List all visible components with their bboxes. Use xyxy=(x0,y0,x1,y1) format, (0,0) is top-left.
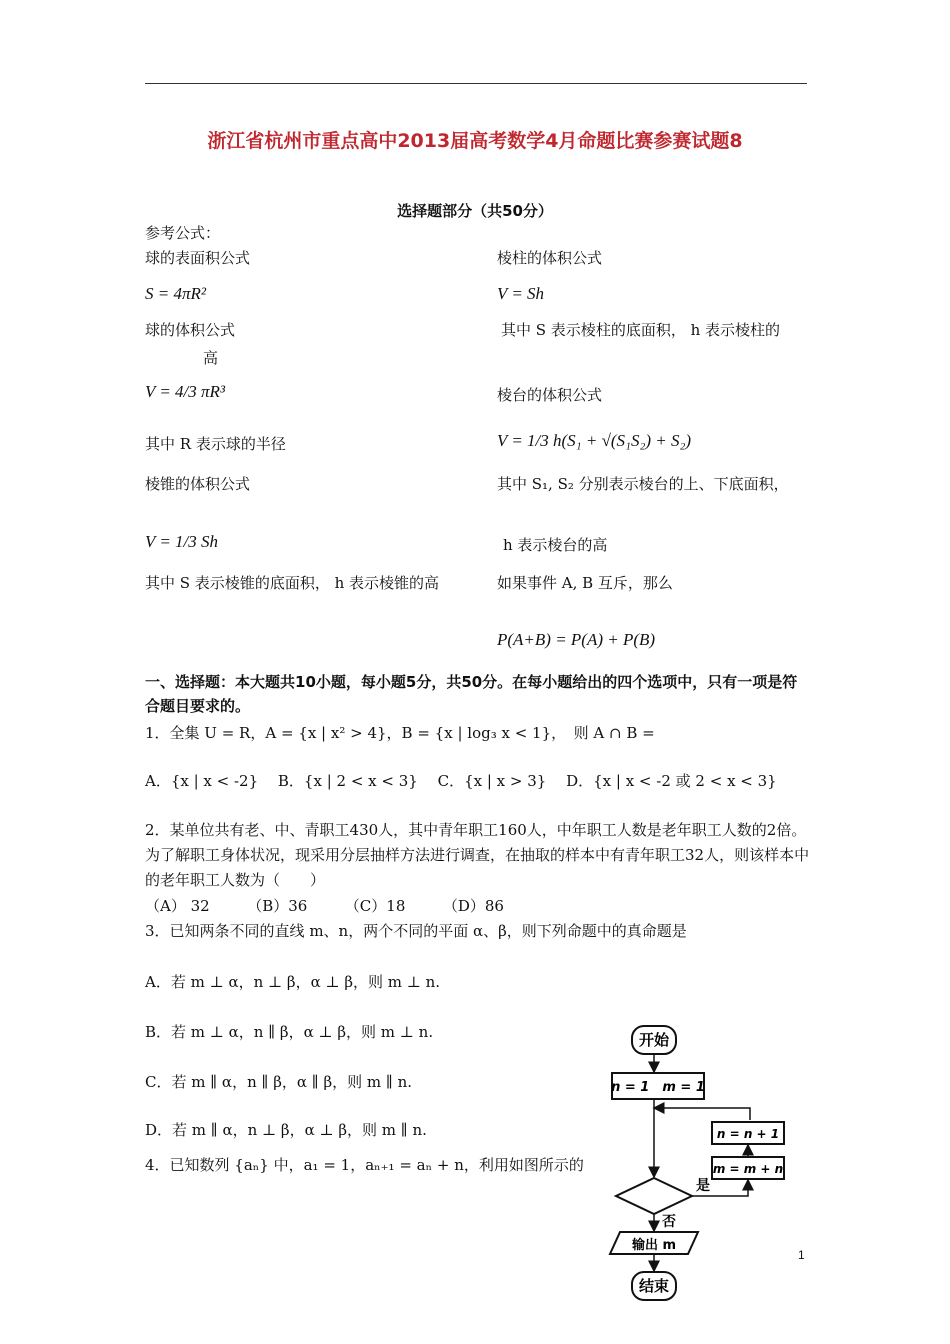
sphere-volume-label: 球的体积公式 xyxy=(145,321,236,339)
flowchart-condition-shape xyxy=(616,1178,692,1214)
cone-volume-label: 棱锥的体积公式 xyxy=(145,475,251,493)
frustum-volume-formula: V = 1/3 h(S₁ + √(S₁S₂) + S₂) xyxy=(497,431,692,450)
page-number: 1 xyxy=(798,1248,805,1262)
q3-option-d: D．若 m ∥ α，n ⊥ β，α ⊥ β，则 m ∥ n. xyxy=(145,1121,427,1139)
formula-heading: 参考公式： xyxy=(145,224,221,242)
sphere-volume-formula: V = 4/3 πR³ xyxy=(145,382,226,401)
q3-option-a: A．若 m ⊥ α，n ⊥ β，α ⊥ β，则 m ⊥ n. xyxy=(145,973,441,991)
sphere-surface-label: 球的表面积公式 xyxy=(145,249,251,267)
flowchart-step-m-text: m = m + n xyxy=(712,1162,784,1176)
event-note: 如果事件 A, B 互斥，那么 xyxy=(497,574,673,592)
q3-option-b: B．若 m ⊥ α，n ∥ β，α ⊥ β，则 m ⊥ n. xyxy=(145,1023,434,1041)
flowchart-loop-arrow xyxy=(654,1108,750,1120)
flowchart-output-text: 输出 m xyxy=(631,1238,677,1253)
part1-header: 一、选择题：本大题共10小题，每小题5分，共50分。在每小题给出的四个选项中，只有一项是符合题目要求的。 xyxy=(145,673,798,715)
prism-note-gao: 高 xyxy=(203,349,219,367)
flowchart-yes-label: 是 xyxy=(696,1178,710,1194)
flowchart-init-text: n = 1 m = 1 xyxy=(611,1080,705,1095)
flowchart-step-n-text: n = n + 1 xyxy=(716,1127,780,1141)
frustum-height-note: h 表示棱台的高 xyxy=(503,536,608,554)
q3-option-c: C．若 m ∥ α，n ∥ β，α ∥ β，则 m ∥ n. xyxy=(145,1073,413,1091)
cone-volume-formula: V = 1/3 Sh xyxy=(145,532,219,551)
q4-stem: 4．已知数列 {aₙ} 中，a₁ = 1，aₙ₊₁ = aₙ + n，利用如图所示的 xyxy=(145,1156,584,1174)
flowchart-start-text: 开始 xyxy=(638,1031,670,1049)
q2-stem: 2．某单位共有老、中、青职工430人，其中青年职工160人，中年职工人数是老年职工人数的2倍。为了解职工身体状况，现采用分层抽样方法进行调查，在抽取的样本中有青年职工32人，则该样本中的老年职工人数为（ ） xyxy=(145,821,810,889)
prism-volume-formula: V = Sh xyxy=(497,284,545,303)
prism-volume-label: 棱柱的体积公式 xyxy=(497,249,603,267)
cone-note: 其中 S 表示棱锥的底面积， h 表示棱锥的高 xyxy=(145,574,440,592)
flowchart xyxy=(600,1020,800,1305)
radius-note: 其中 R 表示球的半径 xyxy=(145,435,286,453)
frustum-volume-label: 棱台的体积公式 xyxy=(497,386,603,404)
frustum-note: 其中 S₁, S₂ 分别表示棱台的上、下底面积， xyxy=(497,475,789,493)
q1-options: A．{x | x < -2} B．{x | 2 < x < 3} C．{x | x > 3} D．{x | x < -2 或 2 < x < 3} xyxy=(145,772,777,790)
q1-stem: 1．全集 U = R，A = {x | x² > 4}，B = {x | log₃ x < 1}， 则 A ∩ B = xyxy=(145,724,655,742)
q2-options: （A） 32 （B）36 （C）18 （D）86 xyxy=(145,897,504,915)
sphere-surface-formula: S = 4πR² xyxy=(145,284,206,303)
section-title: 选择题部分（共50分） xyxy=(397,202,553,220)
header-rule xyxy=(145,83,807,84)
event-formula: P(A+B) = P(A) + P(B) xyxy=(497,630,656,649)
page-title: 浙江省杭州市重点高中2013届高考数学4月命题比赛参赛试题8 xyxy=(207,130,743,152)
flowchart-end-text: 结束 xyxy=(638,1277,670,1295)
prism-note: 其中 S 表示棱柱的底面积， h 表示棱柱的 xyxy=(501,321,781,339)
q3-stem: 3．已知两条不同的直线 m、n，两个不同的平面 α、β，则下列命题中的真命题是 xyxy=(145,922,687,940)
flowchart-no-label: 否 xyxy=(662,1214,676,1230)
